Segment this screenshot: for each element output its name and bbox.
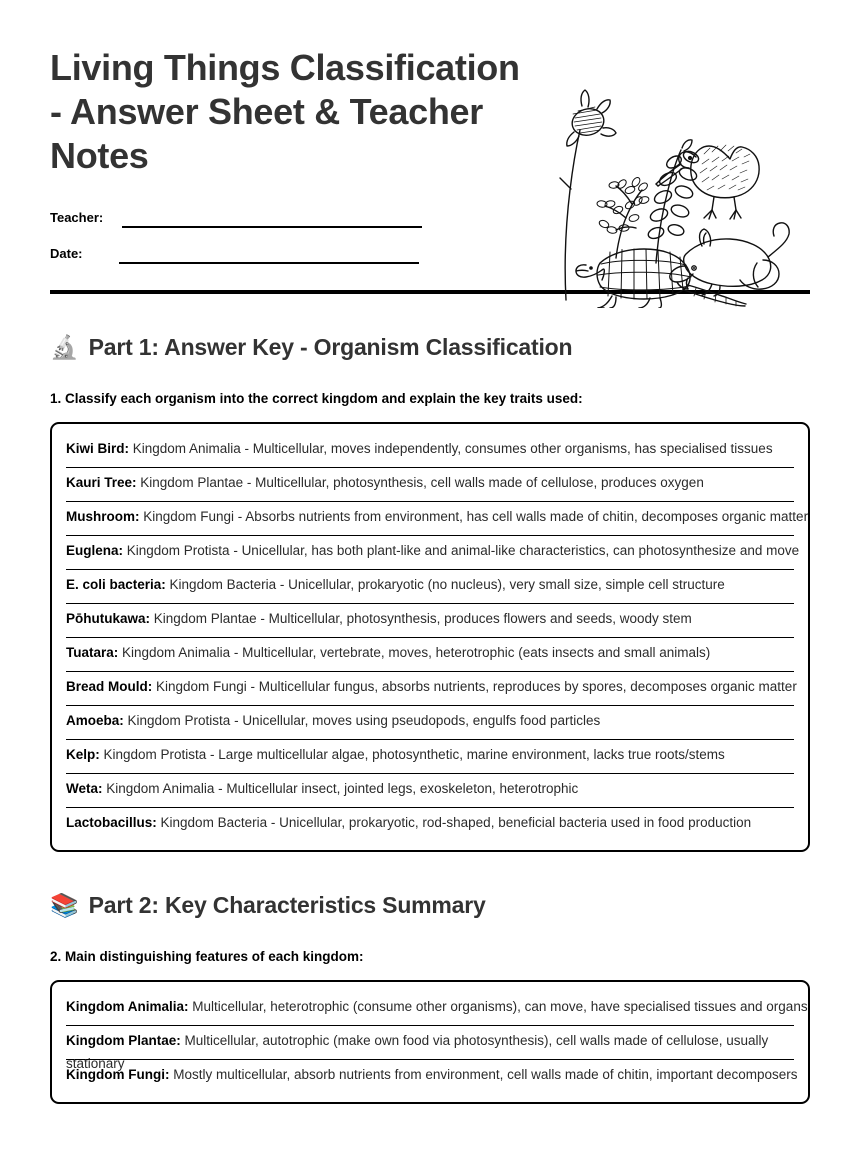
- date-input-line[interactable]: [119, 261, 419, 264]
- teacher-field-row: [50, 192, 520, 228]
- answer-row-text: [66, 539, 811, 562]
- date-field-row: [50, 228, 520, 264]
- date-label: Date:: [50, 246, 83, 261]
- answer-row-term: Kauri Tree:: [66, 475, 137, 490]
- answer-row-text: [66, 995, 814, 1018]
- books-icon: 📚: [50, 892, 79, 918]
- answer-row[interactable]: [66, 1026, 794, 1071]
- answer-row-text: [66, 641, 811, 664]
- teacher-input-line[interactable]: [122, 225, 422, 228]
- answer-row-term: Euglena:: [66, 543, 124, 558]
- answer-row-text: [66, 505, 811, 528]
- teacher-label: Teacher:: [50, 210, 104, 225]
- nz-flora-fauna-illustration: [544, 58, 794, 308]
- meta-fields: [50, 192, 520, 264]
- answer-row-detail: Kingdom Protista - Unicellular, moves using pseudopods, engulfs food particles: [123, 713, 601, 728]
- answer-row-detail: Mostly multicellular, absorb nutrients from environment, cell walls made of chitin, important decomposers: [169, 1067, 798, 1082]
- answer-row-term: Amoeba:: [66, 713, 124, 728]
- answer-row[interactable]: [66, 1060, 798, 1094]
- answer-row[interactable]: [66, 808, 794, 842]
- answer-row-detail: Kingdom Fungi - Multicellular fungus, absorbs nutrients, reproduces by spores, decomposes organic matter: [152, 679, 797, 694]
- answer-row-term: Kelp:: [66, 747, 100, 762]
- part2-heading: [50, 892, 810, 919]
- answer-row-detail: Kingdom Bacteria - Unicellular, prokaryotic (no nucleus), very small size, simple cell structure: [165, 577, 725, 592]
- part2-question: 2. Main distinguishing features of each kingdom:: [50, 949, 364, 964]
- answer-row[interactable]: [66, 992, 808, 1026]
- part2-heading-text: Part 2: Key Characteristics Summary: [88, 892, 486, 918]
- answer-row-term: Weta:: [66, 781, 103, 796]
- answer-row-term: Tuatara:: [66, 645, 119, 660]
- answer-row[interactable]: [66, 672, 797, 706]
- answer-row-detail: Kingdom Animalia - Multicellular, moves independently, consumes other organisms, has specialised tissues: [129, 441, 773, 456]
- answer-row-term: Kiwi Bird:: [66, 441, 129, 456]
- part1-question: 1. Classify each organism into the correct kingdom and explain the key traits used:: [50, 391, 583, 406]
- answer-row-detail: Kingdom Protista - Large multicellular algae, photosynthetic, marine environment, lacks true roots/stems: [99, 747, 725, 762]
- answer-row-text: [66, 607, 811, 630]
- page-title: Living Things Classification - Answer Sheet & Teacher Notes: [50, 47, 520, 176]
- answer-row-detail: Kingdom Bacteria - Unicellular, prokaryotic, rod-shaped, beneficial bacteria used in food production: [156, 815, 752, 830]
- answer-row[interactable]: [66, 570, 794, 604]
- answer-row-term: E. coli bacteria:: [66, 577, 166, 592]
- answer-row-detail: Kingdom Plantae - Multicellular, photosynthesis, produces flowers and seeds, woody stem: [150, 611, 692, 626]
- answer-row-text: [66, 811, 811, 834]
- document-header: [50, 0, 810, 261]
- answer-row-term: Kingdom Fungi:: [66, 1067, 170, 1082]
- answer-row[interactable]: [66, 536, 800, 570]
- answer-row-term: Mushroom:: [66, 509, 140, 524]
- answer-row-text: [66, 743, 811, 766]
- part2-answer-box: [50, 980, 810, 1104]
- part1-heading: [50, 334, 810, 361]
- microscope-icon: 🔬: [50, 334, 79, 360]
- answer-row-term: Pōhutukawa:: [66, 611, 151, 626]
- answer-row-text: [66, 471, 811, 494]
- seed-head-plant: [560, 90, 616, 300]
- answer-row-text: [66, 573, 811, 596]
- answer-row[interactable]: [66, 638, 794, 672]
- answer-row-detail: Kingdom Animalia - Multicellular insect, jointed legs, exoskeleton, heterotrophic: [102, 781, 579, 796]
- answer-row-detail: Kingdom Animalia - Multicellular, vertebrate, moves, heterotrophic (eats insects and small animals): [118, 645, 711, 660]
- answer-row-text: [66, 675, 811, 698]
- answer-row-term: Kingdom Animalia:: [66, 999, 189, 1014]
- answer-row[interactable]: [66, 502, 809, 536]
- answer-row[interactable]: [66, 434, 794, 468]
- answer-row-text: [66, 1063, 814, 1086]
- answer-row[interactable]: [66, 740, 794, 774]
- answer-row[interactable]: [66, 706, 794, 740]
- answer-row-detail: Multicellular, heterotrophic (consume other organisms), can move, have specialised tissues and organs: [188, 999, 808, 1014]
- tuatara: [576, 249, 746, 308]
- answer-row-text: [66, 777, 811, 800]
- answer-row[interactable]: [66, 774, 794, 808]
- answer-row-detail: Kingdom Fungi - Absorbs nutrients from environment, has cell walls made of chitin, decomposes organic matter: [139, 509, 809, 524]
- answer-row[interactable]: [66, 468, 794, 502]
- answer-row-detail: Kingdom Plantae - Multicellular, photosynthesis, cell walls made of cellulose, produces oxygen: [136, 475, 704, 490]
- answer-row-text: [66, 437, 811, 460]
- answer-row-text: [66, 709, 811, 732]
- shrub-plant: [597, 176, 650, 258]
- answer-row-term: Lactobacillus:: [66, 815, 157, 830]
- answer-row-term: Kingdom Plantae:: [66, 1033, 181, 1048]
- answer-row-detail: Kingdom Protista - Unicellular, has both plant-like and animal-like characteristics, can photosynthesize and move: [123, 543, 800, 558]
- answer-row-term: Bread Mould:: [66, 679, 153, 694]
- part1-answer-box: [50, 422, 810, 852]
- answer-row[interactable]: [66, 604, 794, 638]
- part1-heading-text: Part 1: Answer Key - Organism Classification: [88, 334, 573, 360]
- answer-row-detail: Multicellular, autotrophic (make own food via photosynthesis), cell walls made of cellulose, usually stationary: [66, 1033, 769, 1071]
